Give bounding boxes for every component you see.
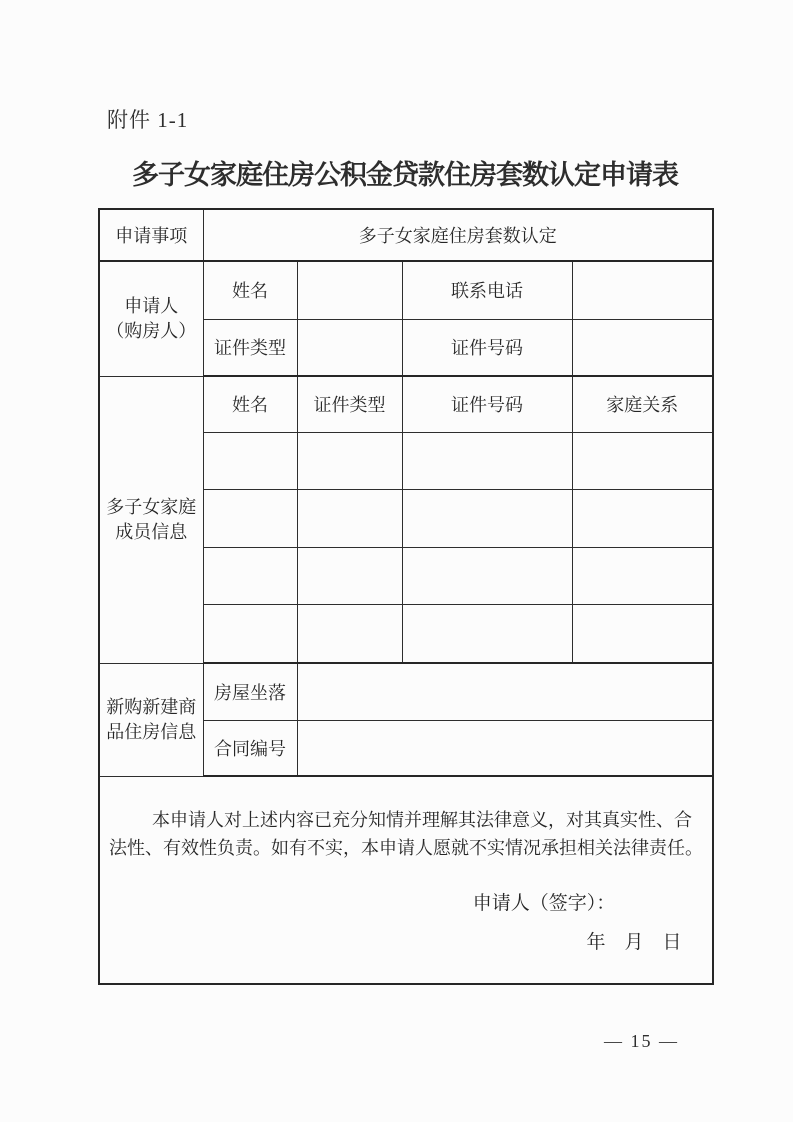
member-id-number-cell <box>402 489 572 547</box>
declaration-cell <box>99 776 713 984</box>
applicant-name-value <box>297 261 402 319</box>
applicant-phone-value <box>572 261 713 319</box>
member-id-number-cell <box>402 432 572 489</box>
page-number: — 15 — <box>604 1031 679 1051</box>
applicant-row-1 <box>99 261 713 319</box>
declaration-text-line2: 法性、有效性负责。如有不实，本申请人愿就不实情况承担相关法律责任。 <box>109 838 703 858</box>
date-label: 年 月 日 <box>586 932 682 953</box>
housing-contract-value <box>297 720 713 776</box>
member-id-type-cell <box>297 489 402 547</box>
member-name-cell <box>203 604 297 663</box>
housing-address-label: 房屋坐落 <box>203 663 297 720</box>
applicant-section-label: 申请人 （购房人） <box>99 261 203 376</box>
member-name-cell <box>203 547 297 604</box>
housing-address-row <box>99 663 713 720</box>
member-relation-cell <box>572 489 713 547</box>
housing-address-value <box>297 663 713 720</box>
member-id-number-cell <box>402 547 572 604</box>
applicant-id-number-label: 证件号码 <box>402 319 572 376</box>
members-header-row <box>99 376 713 432</box>
signature-label: 申请人（签字）： <box>472 893 616 914</box>
member-id-type-cell <box>297 604 402 663</box>
members-col-id-type: 证件类型 <box>297 376 402 432</box>
attachment-label: 附件 1-1 <box>107 108 189 132</box>
application-form-table <box>98 208 714 985</box>
member-relation-cell <box>572 547 713 604</box>
member-relation-cell <box>572 432 713 489</box>
application-item-row <box>99 209 713 261</box>
members-section-label: 多子女家庭 成员信息 <box>99 376 203 663</box>
form-title: 多子女家庭住房公积金贷款住房套数认定申请表 <box>132 160 678 190</box>
applicant-id-number-value <box>572 319 713 376</box>
member-relation-cell <box>572 604 713 663</box>
members-col-relation: 家庭关系 <box>572 376 713 432</box>
member-name-cell <box>203 489 297 547</box>
housing-contract-label: 合同编号 <box>203 720 297 776</box>
members-col-id-number: 证件号码 <box>402 376 572 432</box>
applicant-id-type-value <box>297 319 402 376</box>
applicant-id-type-label: 证件类型 <box>203 319 297 376</box>
member-name-cell <box>203 432 297 489</box>
application-item-label: 申请事项 <box>99 209 203 261</box>
member-id-number-cell <box>402 604 572 663</box>
applicant-phone-label: 联系电话 <box>402 261 572 319</box>
housing-section-label: 新购新建商 品住房信息 <box>99 663 203 776</box>
member-id-type-cell <box>297 432 402 489</box>
members-col-name: 姓名 <box>203 376 297 432</box>
application-item-value: 多子女家庭住房套数认定 <box>203 209 713 261</box>
declaration-text-line1: 本申请人对上述内容已充分知情并理解其法律意义，对其真实性、合 <box>152 810 692 830</box>
declaration-row <box>99 776 713 984</box>
member-id-type-cell <box>297 547 402 604</box>
applicant-name-label: 姓名 <box>203 261 297 319</box>
